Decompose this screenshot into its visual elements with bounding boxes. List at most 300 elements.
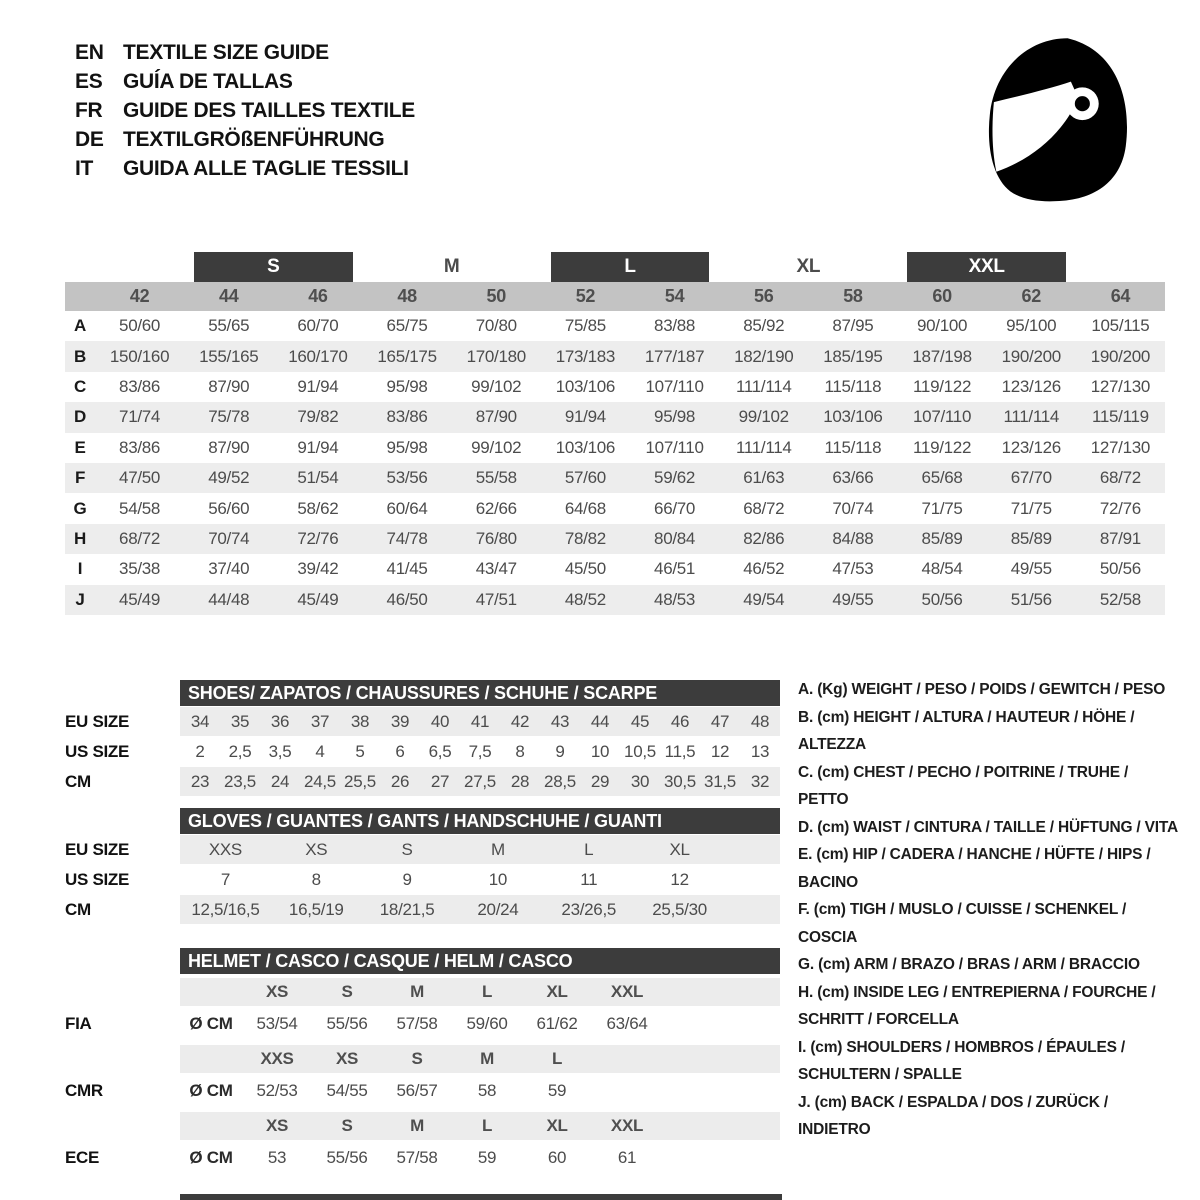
shoes-value-cell: 28 xyxy=(510,771,530,791)
shoes-value-cell: 6,5 xyxy=(428,741,452,761)
measurement-cell: 51/54 xyxy=(297,468,339,488)
shoes-value-cell: 27 xyxy=(430,771,450,791)
measurement-cell: 50/60 xyxy=(119,316,161,336)
gloves-value-cell: 23/26,5 xyxy=(561,899,617,919)
helmet-size-cell: S xyxy=(341,1116,353,1135)
legend-unit: (cm) xyxy=(817,818,850,836)
measurement-cell: 85/92 xyxy=(743,316,785,336)
measurement-cell: 99/102 xyxy=(471,437,522,457)
gloves-value-cell: S xyxy=(401,839,413,859)
helmet-value-cell: 55/56 xyxy=(326,1013,368,1033)
measurement-cell: 87/90 xyxy=(208,376,250,396)
measurement-cell: 46/51 xyxy=(654,559,696,579)
shoes-value-cell: 38 xyxy=(350,711,370,731)
measurement-cell: 83/88 xyxy=(654,316,696,336)
measurement-cell: 71/75 xyxy=(921,498,963,518)
helmet-size-cell: M xyxy=(480,1049,494,1068)
legend-key: J. xyxy=(798,1093,811,1111)
measurement-cell: 103/106 xyxy=(555,437,616,457)
helmet-size-cell: XXL xyxy=(610,1116,644,1135)
helmet-unit-label: Ø CM xyxy=(189,1013,233,1033)
measurement-cell: 51/56 xyxy=(1010,589,1052,609)
measurement-cell: 47/53 xyxy=(832,559,874,579)
gloves-value-cell: 10 xyxy=(488,869,508,889)
legend-unit: (cm) xyxy=(817,708,850,726)
helmet-size-cell: L xyxy=(481,982,493,1001)
helmet-value-cell: 59/60 xyxy=(466,1013,508,1033)
measurement-cell: 66/70 xyxy=(654,498,696,518)
measurement-cell: 57/60 xyxy=(564,468,606,488)
guide-title: TEXTILE SIZE GUIDE xyxy=(123,41,329,64)
shoes-value-cell: 23 xyxy=(190,771,210,791)
shoes-value-cell: 32 xyxy=(750,771,770,791)
helmet-size-header-cells xyxy=(180,1045,780,1073)
size-group-header-row xyxy=(65,252,1165,282)
legend-unit: (cm) xyxy=(814,1093,847,1111)
gloves-row-2 xyxy=(65,895,780,924)
shoes-value-cell: 42 xyxy=(510,711,530,731)
measurement-cell: 107/110 xyxy=(645,376,704,396)
measurement-cell: 123/126 xyxy=(1001,376,1061,396)
helmet-value-cell: 61/62 xyxy=(536,1013,578,1033)
shoes-value-cell: 45 xyxy=(630,711,650,731)
size-group-xxl: XXL xyxy=(907,252,1065,282)
measurement-cell: 65/68 xyxy=(921,468,963,488)
measurement-cell: 177/187 xyxy=(644,346,705,366)
language-code: IT xyxy=(75,157,94,180)
helmet-size-header-spacer xyxy=(65,1045,180,1073)
legend-item-e xyxy=(798,841,1180,896)
gloves-value-cell: 12 xyxy=(670,869,689,889)
measurement-cell: 111/114 xyxy=(735,376,792,396)
gloves-value-cell: 7 xyxy=(220,869,230,889)
helmet-value-cell: 57/58 xyxy=(396,1013,438,1033)
helmet-size-cell: L xyxy=(551,1049,563,1068)
measurement-cell: 185/195 xyxy=(823,346,883,366)
measurement-cell: 119/122 xyxy=(913,376,972,396)
helmet-size-cell: XL xyxy=(546,982,568,1001)
legend-item-a xyxy=(798,676,1180,704)
measurement-cell: 49/54 xyxy=(743,589,785,609)
measurement-cell: 155/165 xyxy=(199,346,259,366)
row-letter: C xyxy=(74,376,86,396)
shoes-value-cell: 10,5 xyxy=(624,741,656,761)
measurement-cell: 70/74 xyxy=(208,528,250,548)
helmet-value-cell: 61 xyxy=(617,1147,637,1167)
helmet-standard-row-fia xyxy=(65,1006,780,1041)
gloves-section-title: GLOVES / GUANTES / GANTS / HANDSCHUHE / GUANTI xyxy=(180,808,780,834)
measurement-cell: 58/62 xyxy=(297,498,339,518)
helmet-size-cell: S xyxy=(341,982,353,1001)
measurement-cell: 56/60 xyxy=(208,498,250,518)
measurement-cell: 83/86 xyxy=(386,407,428,427)
helmet-standard-row-cmr xyxy=(65,1073,780,1108)
gloves-value-cell: 18/21,5 xyxy=(379,899,435,919)
measurement-cell: 68/72 xyxy=(743,498,785,518)
measurement-cell: 127/130 xyxy=(1090,376,1151,396)
legend-item-f xyxy=(798,896,1180,951)
shoes-row-1 xyxy=(65,737,780,766)
measurement-cell: 173/183 xyxy=(555,346,616,366)
legend-item-g xyxy=(798,951,1180,979)
measurement-row-f xyxy=(65,463,1165,493)
measurement-cell: 59/62 xyxy=(654,468,696,488)
legend-item-c xyxy=(798,759,1180,814)
measurement-cell: 54/58 xyxy=(119,498,161,518)
gloves-value-cell: 8 xyxy=(311,869,321,889)
legend-item-j xyxy=(798,1089,1180,1144)
measurement-row-b xyxy=(65,341,1165,371)
language-row xyxy=(75,38,415,67)
shoes-row-0 xyxy=(65,707,780,736)
legend-text: HIP / CADERA / HANCHE / HÜFTE / HIPS / BACINO xyxy=(798,846,1151,891)
measurement-cell: 75/78 xyxy=(208,407,250,427)
textile-size-table xyxy=(65,252,1165,615)
gloves-row-label: CM xyxy=(65,899,91,919)
shoes-value-cell: 11,5 xyxy=(664,741,696,761)
measurement-cell: 45/49 xyxy=(297,589,339,609)
shoes-value-cell: 9 xyxy=(555,741,565,761)
size-header-cell: 48 xyxy=(397,286,417,306)
measurement-cell: 119/122 xyxy=(913,437,972,457)
helmet-size-cell: XS xyxy=(265,982,289,1001)
language-code: FR xyxy=(75,99,103,122)
measurement-cell: 190/200 xyxy=(1090,346,1151,366)
measurement-row-i xyxy=(65,554,1165,584)
shoes-value-cell: 35 xyxy=(230,711,250,731)
legend-unit: (Kg) xyxy=(817,681,848,698)
helmet-value-cell: 56/57 xyxy=(396,1080,438,1100)
measurement-row-e xyxy=(65,433,1165,463)
row-letter: D xyxy=(74,407,86,427)
language-row xyxy=(75,125,415,154)
shoes-value-cell: 34 xyxy=(190,711,210,731)
gloves-row-label: EU SIZE xyxy=(65,839,130,859)
helmet-value-cell: 53 xyxy=(267,1147,287,1167)
measurement-cell: 62/66 xyxy=(475,498,517,518)
shoes-value-cell: 30 xyxy=(630,771,650,791)
gloves-row-label: US SIZE xyxy=(65,869,130,889)
row-letter: E xyxy=(74,437,86,457)
measurement-cell: 78/82 xyxy=(564,528,606,548)
shoes-value-cell: 31,5 xyxy=(704,771,736,791)
helmet-standard-label: ECE xyxy=(65,1147,100,1167)
shoes-value-cell: 4 xyxy=(315,741,325,761)
shoes-value-cell: 10 xyxy=(590,741,610,761)
helmet-value-cell: 59 xyxy=(477,1147,497,1167)
measurement-cell: 61/63 xyxy=(743,468,785,488)
language-title-block xyxy=(75,38,415,183)
legend-unit: (cm) xyxy=(816,846,849,863)
measurement-cell: 160/170 xyxy=(288,346,348,366)
shoes-value-cell: 28,5 xyxy=(544,771,576,791)
size-header-cell: 56 xyxy=(754,286,774,306)
legend-text: HEIGHT / ALTURA / HAUTEUR / HÖHE / ALTEZZA xyxy=(798,708,1135,753)
language-row xyxy=(75,96,415,125)
measurement-cell: 83/86 xyxy=(119,437,161,457)
helmet-size-cell: M xyxy=(410,982,424,1001)
measurement-cell: 67/70 xyxy=(1010,468,1052,488)
measurement-cell: 115/119 xyxy=(1091,407,1149,427)
measurement-cell: 68/72 xyxy=(119,528,161,548)
legend-key: A. xyxy=(798,681,814,698)
legend-text: ARM / BRAZO / BRAS / ARM / BRACCIO xyxy=(853,956,1140,973)
measurement-cell: 115/118 xyxy=(824,376,882,396)
size-group-s: S xyxy=(194,252,352,282)
measurement-cell: 87/91 xyxy=(1099,528,1141,548)
helmet-icon xyxy=(972,30,1137,202)
guide-title: GUÍA DE TALLAS xyxy=(123,70,293,93)
gloves-value-cell: M xyxy=(490,839,505,859)
helmet-size-header-row-fia xyxy=(65,978,780,1006)
helmet-standard-label: CMR xyxy=(65,1080,103,1100)
row-letter: J xyxy=(75,589,85,609)
helmet-standard-cells xyxy=(180,1073,780,1108)
legend-key: G. xyxy=(798,956,814,973)
language-row xyxy=(75,154,415,183)
measurement-cell: 50/56 xyxy=(1099,559,1141,579)
helmet-value-cell: 59 xyxy=(547,1080,567,1100)
language-code: DE xyxy=(75,128,104,151)
shoes-value-cell: 40 xyxy=(430,711,450,731)
measurement-cell: 190/200 xyxy=(1001,346,1061,366)
helmet-size-table xyxy=(65,948,780,1175)
helmet-standard-label: FIA xyxy=(65,1013,92,1033)
legend-unit: (cm) xyxy=(817,763,850,781)
measurement-cell: 48/52 xyxy=(564,589,606,609)
shoes-value-cell: 2 xyxy=(195,741,205,761)
shoes-value-cell: 37 xyxy=(310,711,330,731)
language-code: EN xyxy=(75,41,104,64)
shoes-value-cell: 12 xyxy=(710,741,730,761)
helmet-standard-row-ece xyxy=(65,1140,780,1175)
legend-item-i xyxy=(798,1034,1180,1089)
helmet-size-cell: XS xyxy=(265,1116,289,1135)
shoes-value-cell: 47 xyxy=(710,711,730,731)
helmet-value-cell: 52/53 xyxy=(256,1080,298,1100)
measurement-row-h xyxy=(65,524,1165,554)
legend-unit: (cm) xyxy=(810,1038,843,1056)
measurement-cell: 95/98 xyxy=(386,376,428,396)
gloves-row-1 xyxy=(65,865,780,894)
legend-unit: (cm) xyxy=(817,983,850,1001)
helmet-size-cell: XL xyxy=(546,1116,568,1135)
measurement-cell: 80/84 xyxy=(654,528,696,548)
shoes-row-cells xyxy=(180,767,780,796)
shoes-row-cells xyxy=(180,737,780,766)
measurement-cell: 47/50 xyxy=(119,468,161,488)
measurement-cell: 48/53 xyxy=(654,589,696,609)
gloves-row-cells xyxy=(180,895,780,924)
size-header-cell: 50 xyxy=(486,286,506,306)
gloves-row-cells xyxy=(180,865,780,894)
measurement-cell: 70/80 xyxy=(475,316,517,336)
measurement-cell: 103/106 xyxy=(823,407,883,427)
measurement-cell: 70/74 xyxy=(832,498,874,518)
helmet-value-cell: 63/64 xyxy=(606,1013,648,1033)
gloves-value-cell: L xyxy=(584,839,594,859)
shoes-value-cell: 29 xyxy=(590,771,610,791)
size-header-cell: 54 xyxy=(664,286,685,306)
legend-unit: (cm) xyxy=(818,956,851,973)
measurement-cell: 68/72 xyxy=(1099,468,1141,488)
size-header-cell: 58 xyxy=(843,286,863,306)
measurement-cell: 49/52 xyxy=(208,468,250,488)
size-header-cell: 60 xyxy=(932,286,952,306)
row-letter: G xyxy=(73,498,87,518)
shoes-value-cell: 43 xyxy=(550,711,570,731)
measurement-cell: 35/38 xyxy=(119,559,161,579)
measurement-cell: 37/40 xyxy=(208,559,250,579)
measurement-cell: 95/98 xyxy=(386,437,428,457)
measurement-cell: 84/88 xyxy=(832,528,874,548)
shoes-section-title: SHOES/ ZAPATOS / CHAUSSURES / SCHUHE / SCARPE xyxy=(180,680,780,706)
measurement-cell: 45/50 xyxy=(564,559,606,579)
measurement-cell: 91/94 xyxy=(297,437,339,457)
measurement-cell: 111/114 xyxy=(1003,407,1060,427)
measurement-cell: 63/66 xyxy=(832,468,874,488)
measurement-cell: 150/160 xyxy=(109,346,170,366)
measurement-cell: 46/50 xyxy=(386,589,428,609)
shoes-row-label: CM xyxy=(65,771,91,791)
size-header-cell: 62 xyxy=(1021,286,1041,306)
size-group-l: L xyxy=(551,252,709,282)
helmet-value-cell: 54/55 xyxy=(326,1080,368,1100)
row-letter: H xyxy=(74,528,86,548)
shoes-value-cell: 13 xyxy=(750,741,770,761)
legend-text: WAIST / CINTURA / TAILLE / HÜFTUNG / VITA xyxy=(853,818,1179,836)
legend-key: B. xyxy=(798,708,814,726)
measurement-cell: 115/118 xyxy=(824,437,882,457)
measurement-cell: 39/42 xyxy=(297,559,339,579)
measurement-cell: 91/94 xyxy=(564,407,606,427)
shoes-value-cell: 5 xyxy=(355,741,365,761)
measurement-cell: 95/100 xyxy=(1006,316,1057,336)
gloves-row-0 xyxy=(65,835,780,864)
helmet-size-header-spacer xyxy=(65,978,180,1006)
measurement-cell: 123/126 xyxy=(1001,437,1061,457)
shoes-row-2 xyxy=(65,767,780,796)
measurement-cell: 82/86 xyxy=(743,528,785,548)
helmet-size-header-row-ece xyxy=(65,1112,780,1140)
shoes-value-cell: 44 xyxy=(590,711,610,731)
measurement-cell: 107/110 xyxy=(645,437,704,457)
shoes-value-cell: 24 xyxy=(270,771,290,791)
gloves-value-cell: 9 xyxy=(402,869,412,889)
helmet-standard-cells xyxy=(180,1006,780,1041)
measurement-cell: 60/70 xyxy=(297,316,339,336)
measurement-cell: 49/55 xyxy=(1010,559,1052,579)
helmet-size-header-spacer xyxy=(65,1112,180,1140)
measurement-cell: 105/115 xyxy=(1091,316,1150,336)
measurement-cell: 41/45 xyxy=(386,559,428,579)
measurement-cell: 46/52 xyxy=(743,559,785,579)
gloves-size-table xyxy=(65,808,780,924)
measurement-cell: 107/110 xyxy=(913,407,972,427)
shoes-value-cell: 23,5 xyxy=(224,771,256,791)
row-letter: B xyxy=(74,346,86,366)
measurement-cell: 170/180 xyxy=(466,346,526,366)
helmet-unit-label: Ø CM xyxy=(189,1147,233,1167)
measurement-row-g xyxy=(65,493,1165,523)
measurement-cell: 64/68 xyxy=(564,498,606,518)
legend-item-d xyxy=(798,814,1180,842)
legend-unit: (cm) xyxy=(813,901,846,918)
gloves-value-cell: XS xyxy=(305,839,328,859)
shoes-size-table xyxy=(65,680,780,796)
size-header-cell: 52 xyxy=(575,286,596,306)
shoes-value-cell: 8 xyxy=(515,741,525,761)
measurement-cell: 127/130 xyxy=(1090,437,1151,457)
legend-item-b xyxy=(798,704,1180,759)
measurement-cell: 165/175 xyxy=(377,346,437,366)
legend-key: I. xyxy=(798,1038,807,1056)
measurement-cell: 85/89 xyxy=(1010,528,1052,548)
measurement-cell: 49/55 xyxy=(832,589,874,609)
gloves-value-cell: 16,5/19 xyxy=(288,899,344,919)
measurement-cell: 99/102 xyxy=(738,407,789,427)
measurement-cell: 111/114 xyxy=(735,437,792,457)
shoes-row-cells xyxy=(180,707,780,736)
shoes-value-cell: 3,5 xyxy=(268,741,292,761)
helmet-value-cell: 60 xyxy=(547,1147,567,1167)
measurement-cell: 65/75 xyxy=(386,316,428,336)
shoes-row-label: EU SIZE xyxy=(65,711,130,731)
measurement-cell: 75/85 xyxy=(564,316,606,336)
measurement-cell: 79/82 xyxy=(297,407,339,427)
helmet-size-header-cells xyxy=(180,1112,780,1140)
size-header-cell: 46 xyxy=(308,286,328,306)
helmet-value-cell: 55/56 xyxy=(326,1147,368,1167)
measurement-cell: 72/76 xyxy=(297,528,339,548)
shoes-value-cell: 27,5 xyxy=(464,771,496,791)
measurement-row-d xyxy=(65,402,1165,432)
measurement-row-c xyxy=(65,372,1165,402)
legend-text: TIGH / MUSLO / CUISSE / SCHENKEL / COSCIA xyxy=(798,901,1127,946)
legend-text: SHOULDERS / HOMBROS / ÉPAULES / SCHULTERN / SPALLE xyxy=(798,1038,1125,1083)
gloves-row-cells xyxy=(180,835,780,864)
row-letter: A xyxy=(74,316,86,336)
measurement-row-a xyxy=(65,311,1165,341)
shoes-value-cell: 30,5 xyxy=(664,771,696,791)
measurement-cell: 43/47 xyxy=(475,559,517,579)
legend-text: BACK / ESPALDA / DOS / ZURÜCK / INDIETRO xyxy=(798,1093,1108,1138)
helmet-unit-label: Ø CM xyxy=(189,1080,233,1100)
measurement-cell: 187/198 xyxy=(912,346,972,366)
row-letter: I xyxy=(77,559,83,579)
measurement-cell: 48/54 xyxy=(921,559,963,579)
helmet-size-cell: XXL xyxy=(610,982,644,1001)
helmet-size-cell: XXS xyxy=(260,1049,294,1068)
shoes-value-cell: 7,5 xyxy=(468,741,492,761)
shoes-value-cell: 48 xyxy=(750,711,770,731)
legend-key: C. xyxy=(798,763,814,781)
helmet-value-cell: 53/54 xyxy=(256,1013,298,1033)
legend-key: D. xyxy=(798,818,814,836)
helmet-size-cell: L xyxy=(481,1116,493,1135)
legend-key: E. xyxy=(798,846,813,863)
legend-key: H. xyxy=(798,983,814,1001)
helmet-size-cell: XS xyxy=(335,1049,359,1068)
measurement-cell: 52/58 xyxy=(1099,589,1141,609)
guide-title: GUIDE DES TAILLES TEXTILE xyxy=(123,99,415,122)
shoes-row-label: US SIZE xyxy=(65,741,130,761)
helmet-size-header-row-cmr xyxy=(65,1045,780,1073)
measurement-cell: 45/49 xyxy=(119,589,161,609)
shoes-value-cell: 41 xyxy=(470,711,490,731)
size-group-m: M xyxy=(443,256,460,277)
gloves-value-cell: XL xyxy=(669,839,690,859)
